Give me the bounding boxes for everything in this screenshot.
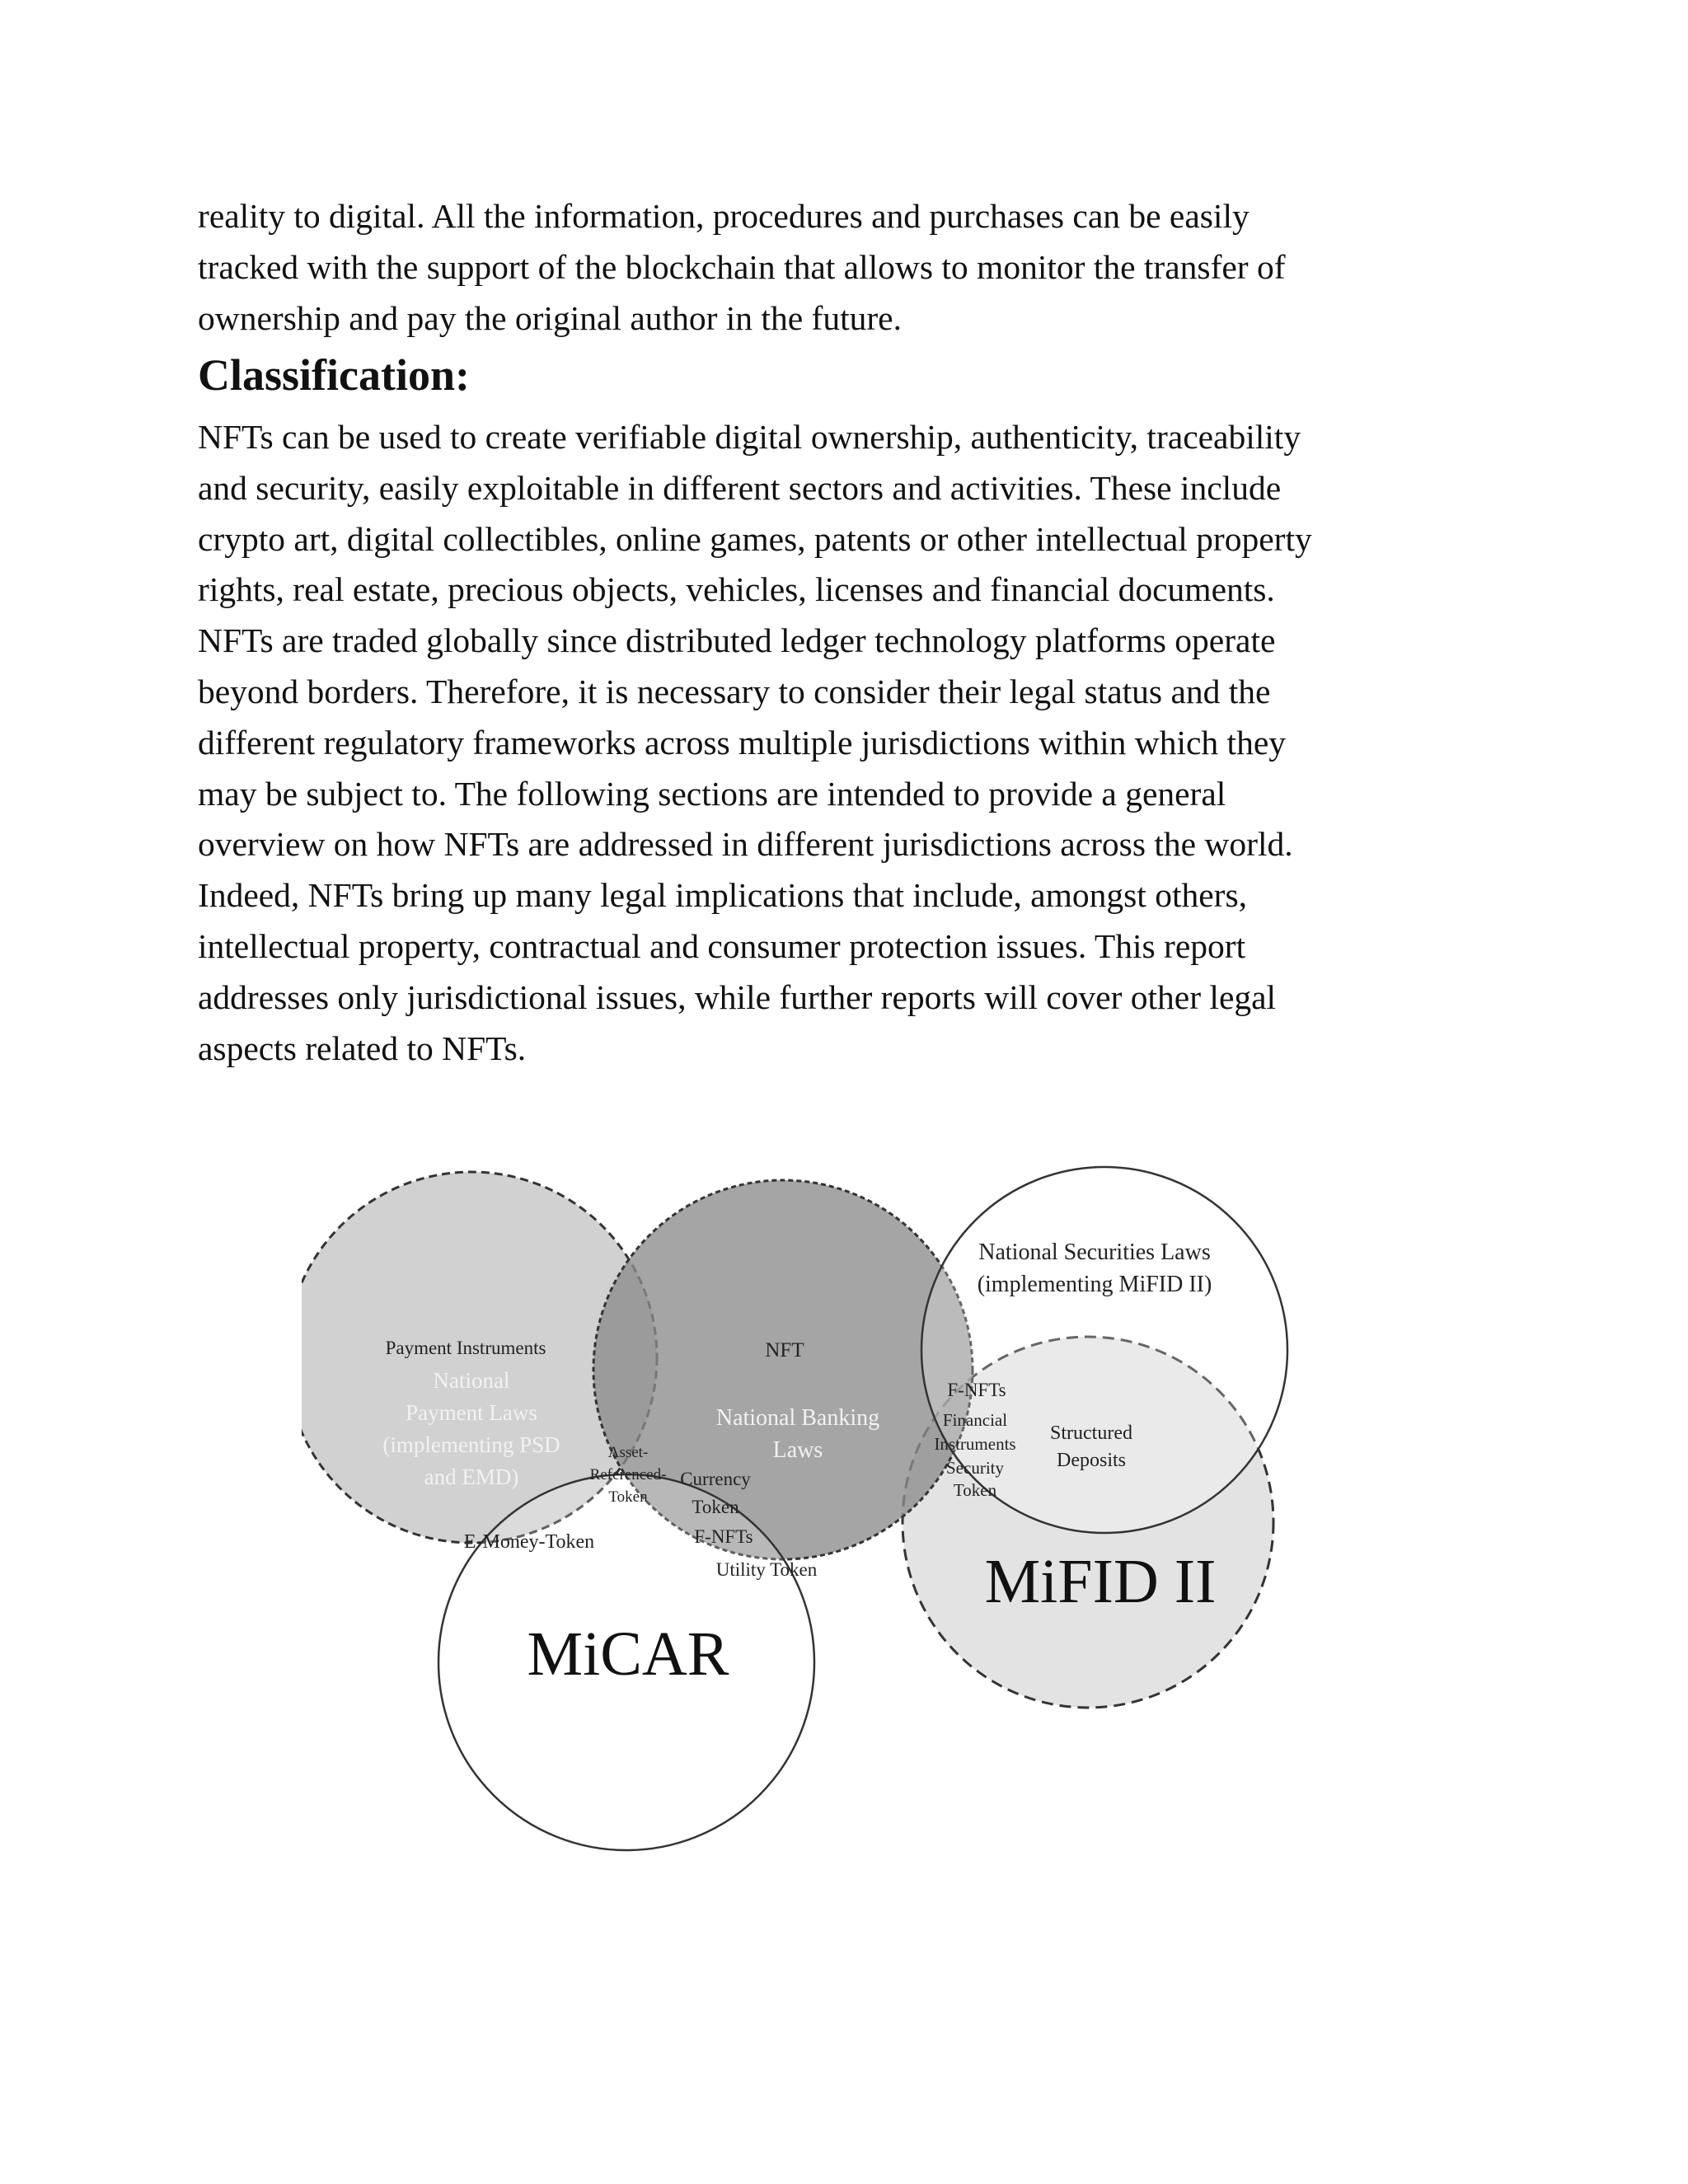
paragraph-classification bbox=[198, 412, 1484, 1074]
fnfts-label: Security bbox=[946, 1458, 1004, 1478]
fnfts-label: F-NFTs bbox=[947, 1380, 1006, 1400]
text-line: rights, real estate, precious objects, vehicles, licenses and financial documents. bbox=[198, 570, 1275, 609]
mifid-label: MiFID II bbox=[984, 1547, 1217, 1616]
payment-laws-label: and EMD) bbox=[424, 1465, 519, 1489]
section-heading: Classification: bbox=[198, 350, 470, 400]
structured-deposits-label: Structured bbox=[1050, 1422, 1132, 1444]
currency-token-label: F-NFTs bbox=[694, 1526, 753, 1547]
text-line: may be subject to. The following sections are intended to provide a general bbox=[198, 774, 1226, 813]
text-line: Indeed, NFTs bring up many legal implications that include, amongst others, bbox=[198, 876, 1247, 915]
paragraph-intro bbox=[198, 191, 1484, 344]
text-line: reality to digital. All the information, procedures and purchases can be easily bbox=[198, 197, 1250, 235]
text-line: crypto art, digital collectibles, online games, patents or other intellectual property bbox=[198, 519, 1312, 558]
payment-laws-label: (implementing PSD bbox=[382, 1432, 560, 1457]
asset-referenced-token-label: Token bbox=[608, 1488, 648, 1506]
text-line: and security, easily exploitable in different sectors and activities. These include bbox=[198, 468, 1282, 507]
fnfts-label: Token bbox=[953, 1480, 997, 1500]
securities-circle bbox=[921, 1167, 1287, 1533]
fnfts-label: Instruments bbox=[934, 1434, 1016, 1454]
text-line: different regulatory frameworks across multiple jurisdictions within which they bbox=[198, 723, 1286, 762]
text-line: ownership and pay the original author in the future. bbox=[198, 298, 902, 337]
text-line: beyond borders. Therefore, it is necessary to consider their legal status and the bbox=[198, 672, 1271, 710]
text-line: aspects related to NFTs. bbox=[198, 1029, 527, 1067]
securities-laws-label: (implementing MiFID II) bbox=[977, 1272, 1212, 1297]
nft-label: NFT bbox=[765, 1339, 804, 1361]
payment-laws-label: Payment Laws bbox=[406, 1400, 537, 1425]
currency-token-label: Token bbox=[692, 1497, 739, 1517]
banking-laws-label: Laws bbox=[772, 1437, 823, 1463]
payment-instruments-label: Payment Instruments bbox=[385, 1338, 546, 1358]
micar-label: MiCAR bbox=[527, 1619, 729, 1689]
securities-laws-label: National Securities Laws bbox=[978, 1240, 1211, 1265]
text-line: overview on how NFTs are addressed in different jurisdictions across the world. bbox=[198, 825, 1293, 864]
asset-referenced-token-label: Referenced- bbox=[589, 1466, 667, 1483]
text-line: addresses only jurisdictional issues, while further reports will cover other legal bbox=[198, 977, 1277, 1016]
asset-referenced-token-label: Asset- bbox=[607, 1444, 649, 1461]
text-line: intellectual property, contractual and consumer protection issues. This report bbox=[198, 926, 1246, 965]
fnfts-label: Financial bbox=[942, 1410, 1008, 1430]
currency-token-label: Currency bbox=[680, 1469, 751, 1489]
emoney-token-label: E-Money-Token bbox=[463, 1531, 595, 1553]
text-line: NFTs are traded globally since distributed ledger technology platforms operate bbox=[198, 621, 1276, 660]
banking-laws-label: National Banking bbox=[715, 1405, 880, 1431]
utility-token-label: Utility Token bbox=[715, 1559, 818, 1580]
regulation-venn-diagram bbox=[297, 1131, 1335, 1872]
text-line: NFTs can be used to create verifiable digital ownership, authenticity, traceability bbox=[198, 418, 1301, 456]
structured-deposits-label: Deposits bbox=[1057, 1450, 1126, 1471]
text-line: tracked with the support of the blockchain that allows to monitor the transfer of bbox=[198, 247, 1286, 286]
payment-laws-label: National bbox=[433, 1368, 510, 1393]
